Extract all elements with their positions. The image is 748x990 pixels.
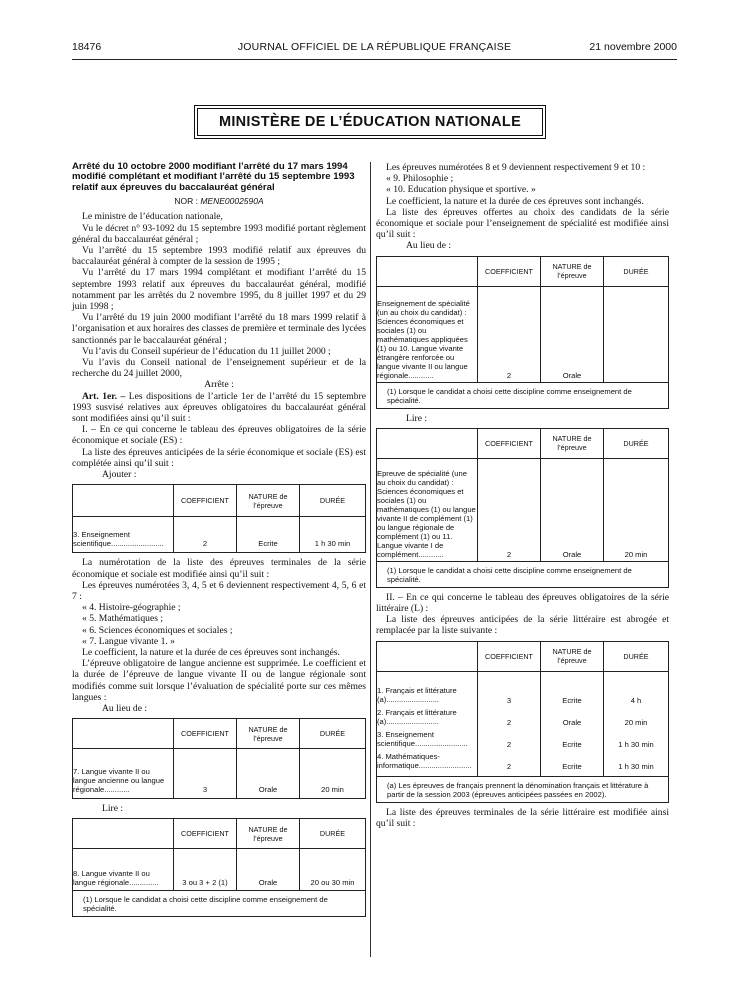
table-es-anticipees: COEFFICIENT NATURE de l’épreuve DURÉE 3. Enseignement scientifique......................... 2 Ecrite 1 h 30 min [72,484,366,553]
au-lieu-label: Au lieu de : [406,240,452,252]
paragraph: Le coefficient, la nature et la durée de ces épreuves sont inchangés. [82,646,340,658]
list-item: « 5. Mathématiques ; [82,613,163,625]
arrete-heading: Arrête : [204,379,234,391]
list-item: « 10. Education physique et sportive. » [386,184,536,196]
list-item: « 4. Histoire-géographie ; [82,602,181,614]
right-column [376,162,669,829]
lire-label: Lire : [102,803,124,815]
page-number: 18476 [72,41,102,53]
decree-title: Arrêté du 10 octobre 2000 modifiant l’arrêté du 17 mars 1994 modifié complétant et modifiant l’arrêté du 15 septembre 1993 relatif aux épreuves du baccalauréat général [72,161,355,193]
list-item: « 6. Sciences économiques et sociales ; [82,624,233,636]
table-row: 8. Langue vivante II ou langue régionale.............. 3 ou 3 + 2 (1) Orale 20 ou 30 min [73,849,366,891]
paragraph: L’épreuve obligatoire de langue ancienne est supprimée. Le coefficient et la durée de l’épreuve de langue vivante II ou de langue régionale sont modifiés comme suit lorsque l’évaluation de spécialité porte sur ces mêmes langues : [72,658,366,703]
lire-label: Lire : [406,412,428,424]
table-lv2-au-lieu: COEFFICIENT NATURE de l’épreuve DURÉE 7. Langue vivante II ou langue ancienne ou langue régionale............ 3 Orale 20 min [72,718,366,799]
table-row: 7. Langue vivante II ou langue ancienne ou langue régionale............ 3 Orale 20 min [73,749,366,799]
table-specialite-au-lieu: COEFFICIENT NATURE de l’épreuve DURÉE Enseignement de spécialité (un au choix du candidat) : Sciences économiques et sociales (1) ou mathématiques appliquées (1) ou 10. Langue vivante étrangère renforcée ou langue vivante II ou langue régionale............ 2 Orale (1) Lorsque le candidat a choisi cette discipline comme enseignement de spécialité. [376,256,669,409]
table-footnote: (1) Lorsque le candidat a choisi cette discipline comme enseignement de spécialité. [73,891,366,917]
table-row: 1. Français et littérature (a)......................... 2. Français et littérature (a)......................... 3. Enseignement scientifique......................... 4. Mathématiques-informatique......................... 3 2 2 2 Ecrite Orale Ecrite Ecrite 4 h 20 min 1 h 30 min 1 h 30 min [377,671,669,776]
table-footnote: (1) Lorsque le candidat a choisi cette discipline comme enseignement de spécialité. [377,382,669,408]
paragraph: Le ministre de l’éducation nationale, [82,211,223,223]
au-lieu-label: Au lieu de : [102,702,148,714]
table-row: Epreuve de spécialité (une au choix du candidat) : Sciences économiques et sociales (1) ou mathématiques (1) ou langue vivante II de complément (1) ou langue régionale de complément (1) ou 11. Langue vivante I de complément............ 2 Orale 20 min [377,458,669,561]
journal-title: JOURNAL OFFICIEL DE LA RÉPUBLIQUE FRANÇAISE [237,41,512,53]
paragraph: Vu l’avis du Conseil national de l’enseignement supérieur et de la recherche du 24 juillet 2000, [72,357,366,380]
table-footnote: (a) Les épreuves de français prennent la dénomination français et littérature à partir de la session 2003 (épreuves anticipées passées en 2002). [377,776,669,802]
ministry-banner: MINISTÈRE DE L’ÉDUCATION NATIONALE [197,108,543,136]
ajouter-label: Ajouter : [102,469,137,481]
left-column [72,162,366,921]
paragraph: Vu l’arrêté du 19 juin 2000 modifiant l’arrêté du 18 mars 1999 relatif à l’organisation et aux horaires des classes de première et terminale des lycées sanctionnés par le baccalauréat général ; [72,312,366,346]
nor-reference: NOR : MENE0002590A [174,196,264,207]
paragraph: La numérotation de la liste des épreuves terminales de la série économique et sociale est modifiée ainsi qu’il suit : [72,557,366,580]
paragraph: La liste des épreuves anticipées de la série économique et sociale (ES) est complétée ainsi qu’il suit : [72,446,366,469]
paragraph: I. – En ce qui concerne le tableau des épreuves obligatoires de la série économique et sociale (ES) : [72,424,366,447]
paragraph: Le coefficient, la nature et la durée de ces épreuves sont inchangés. [386,195,644,207]
paragraph: La liste des épreuves offertes au choix des candidats de la série économique et sociale pour l’enseignement de spécialité est modifiée ainsi qu’il suit : [376,206,669,241]
column-divider [370,162,371,957]
paragraph: Vu l’arrêté du 17 mars 1994 complétant et modifiant l’arrêté du 15 septembre 1993 relatif aux épreuves du baccalauréat général, modifié notamment par les arrêtés du 2 novembre 1995, du 8 juillet 1997 et du 29 juin 1998 ; [72,267,366,313]
table-row: 3. Enseignement scientifique......................... 2 Ecrite 1 h 30 min [73,517,366,553]
table-specialite-lire: COEFFICIENT NATURE de l’épreuve DURÉE Epreuve de spécialité (une au choix du candidat) : Sciences économiques et sociales (1) ou mathématiques (1) ou langue vivante II de complément (1) ou langue régionale de complément (1) ou 11. Langue vivante I de complément............ 2 Orale 20 min (1) Lorsque le candidat a choisi cette discipline comme enseignement de spécialité. [376,428,669,588]
issue-date: 21 novembre 2000 [589,41,677,53]
list-item: « 7. Langue vivante 1. » [82,635,175,647]
paragraph: Vu le décret n° 93-1092 du 15 septembre 1993 modifié portant règlement général du baccalauréat général ; [72,222,366,245]
paragraph: II. – En ce qui concerne le tableau des épreuves obligatoires de la série littéraire (L) : [376,591,669,615]
paragraph: Les épreuves numérotées 3, 4, 5 et 6 deviennent respectivement 4, 5, 6 et 7 : [72,579,366,602]
table-lv2-lire: COEFFICIENT NATURE de l’épreuve DURÉE 8. Langue vivante II ou langue régionale.............. 3 ou 3 + 2 (1) Orale 20 ou 30 min (1) Lorsque le candidat a choisi cette discipline comme enseignement de spécialité. [72,818,366,917]
page-header [72,41,677,57]
paragraph: La liste des épreuves terminales de la série littéraire est modifiée ainsi qu’il suit : [376,806,669,829]
paragraph: Vu l’arrêté du 15 septembre 1993 modifié relatif aux épreuves du baccalauréat général à compter de la session de 1995 ; [72,245,366,268]
header-rule [72,59,677,60]
table-footnote: (1) Lorsque le candidat a choisi cette discipline comme enseignement de spécialité. [377,561,669,587]
paragraph: Vu l’avis du Conseil supérieur de l’éducation du 11 juillet 2000 ; [82,345,331,357]
table-l-anticipees: COEFFICIENT NATURE de l’épreuve DURÉE 1. Français et littérature (a)......................... 2. Français et littérature (a)......................... 3. Enseignement scientifique......................... 4. Mathématiques-informatique......................... 3 2 2 2 Ecrite Orale Ecrite Ecrite 4 h 20 min 1 h 30 min 1 h 30 min (a) Les épreuves de français prennent la dénomination français et littérature à partir de la session 2003 (épreuves anticipées passées en 2002). [376,641,669,803]
paragraph: Les épreuves numérotées 8 et 9 deviennent respectivement 9 et 10 : [386,162,646,173]
article-1: Art. 1er. – Les dispositions de l’article 1er de l’arrêté du 15 septembre 1993 susvisé relatives aux épreuves obligatoires du baccalauréat général sont modifiées ainsi qu’il suit : [72,390,366,425]
list-item: « 9. Philosophie ; [386,173,454,185]
paragraph: La liste des épreuves anticipées de la série littéraire est abrogée et remplacée par la liste suivante : [376,614,669,637]
table-row: Enseignement de spécialité (un au choix du candidat) : Sciences économiques et sociales (1) ou mathématiques appliquées (1) ou 10. Langue vivante étrangère renforcée ou langue vivante II ou langue régionale............ 2 Orale [377,286,669,382]
